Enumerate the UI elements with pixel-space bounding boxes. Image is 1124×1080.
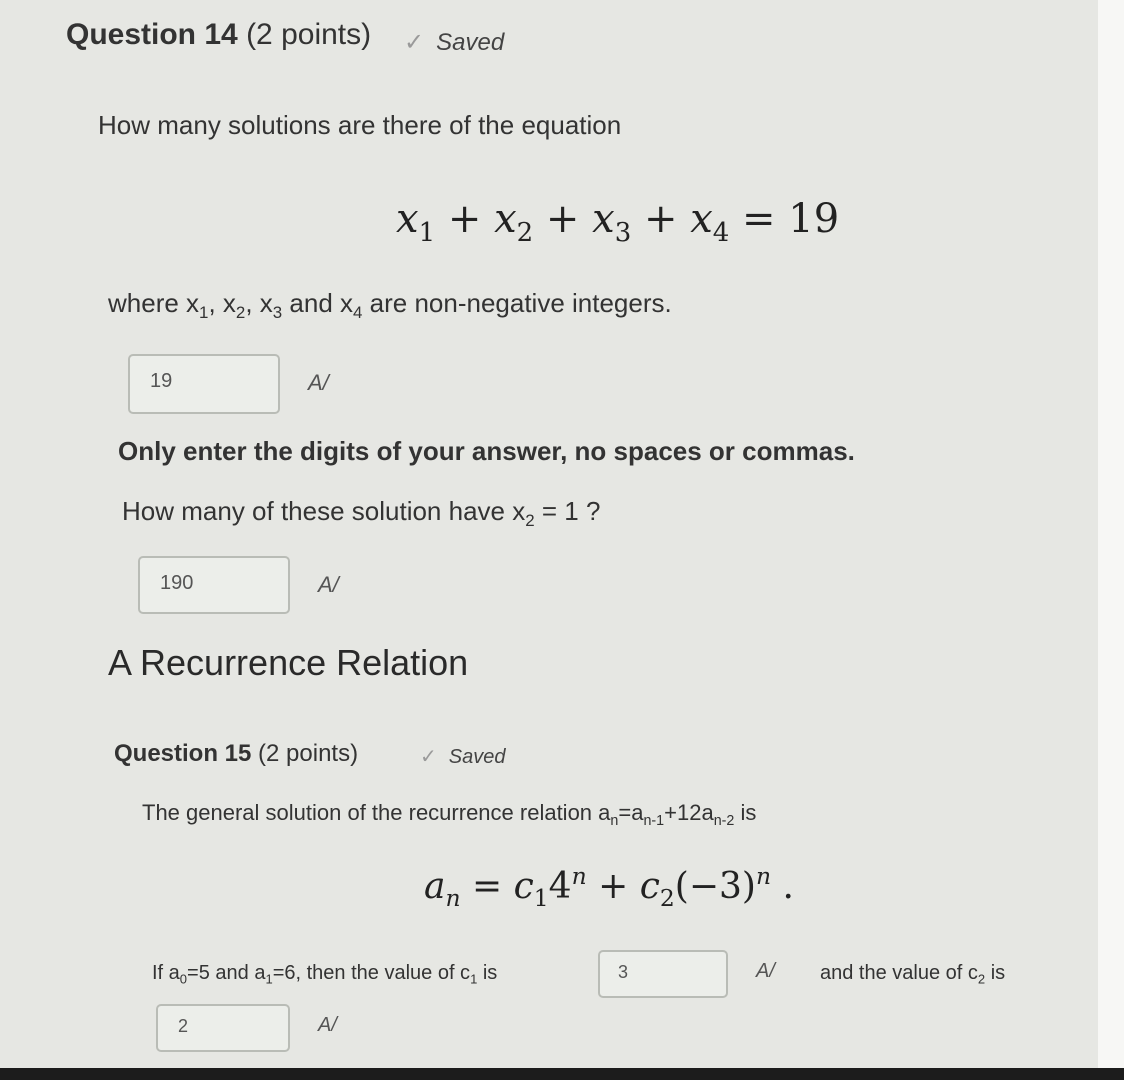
question-14-prompt: How many solutions are there of the equation	[98, 110, 622, 140]
where-post: are non-negative integers.	[369, 288, 672, 318]
page-edge	[1098, 0, 1124, 1080]
question-points: (2 points)	[258, 740, 359, 767]
saved-label: Saved	[436, 29, 505, 56]
saved-label: Saved	[448, 746, 506, 768]
bottom-bar	[0, 1068, 1124, 1080]
answer-input-1[interactable]: 19	[128, 354, 280, 414]
initial-conditions: If $a_0=5$ and $a_1=6$, then the value of $c_1$ is	[152, 962, 498, 987]
instruction-text: Only enter the digits of your answer, no spaces or commas.	[118, 436, 855, 466]
where-clause: where $x_1$, $x_2$, $x_3$ and $x_4$ are non-negative integers.	[108, 288, 672, 322]
equation: $x_1 + x_2 + x_3 + x_4 = 19$	[396, 196, 840, 249]
saved-status	[420, 744, 505, 769]
if-text: If a	[152, 962, 180, 984]
question-15-header	[114, 740, 358, 768]
check-icon: ✓	[420, 746, 437, 768]
c2-label: and the value of $c_2$ is	[820, 962, 1006, 987]
spellcheck-icon[interactable]: A/	[318, 572, 339, 597]
then-text: , then the value of c	[295, 962, 471, 984]
is-text: is	[990, 962, 1006, 984]
question-title: Question 15	[114, 740, 252, 767]
saved-status	[404, 28, 504, 57]
spellcheck-icon[interactable]: A/	[756, 960, 775, 982]
section-title: A Recurrence Relation	[108, 642, 469, 683]
subq-pre: How many of these solution have x	[122, 496, 526, 526]
spellcheck-icon[interactable]: A/	[308, 370, 329, 395]
equation-rhs: 19	[788, 196, 840, 242]
is-text: is	[482, 962, 498, 984]
question-14-header	[66, 18, 371, 52]
subq-post: = 1 ?	[541, 496, 601, 526]
spellcheck-icon[interactable]: A/	[318, 1014, 337, 1036]
answer-input-2[interactable]: 190	[138, 556, 290, 614]
question-15-prompt: The general solution of the recurrence relation $a_n=a_{n-1}+12a_{n-2}$ is	[142, 800, 757, 829]
prompt-post: is	[740, 800, 757, 825]
prompt-pre: The general solution of the recurrence relation a	[142, 800, 611, 825]
question-points: (2 points)	[246, 18, 372, 51]
answer-input-c2[interactable]: 2	[156, 1004, 290, 1052]
sub-question: How many of these solution have $x_2 = 1$ ?	[122, 496, 601, 530]
check-icon: ✓	[404, 29, 425, 56]
answer-input-c1[interactable]: 3	[598, 950, 728, 998]
general-solution: $a_n = c_14^n + c_2(-3)^n$ .	[424, 862, 794, 913]
and-text: and the value of c	[820, 962, 978, 984]
where-pre: where x	[108, 288, 200, 318]
question-title: Question 14	[66, 18, 238, 51]
